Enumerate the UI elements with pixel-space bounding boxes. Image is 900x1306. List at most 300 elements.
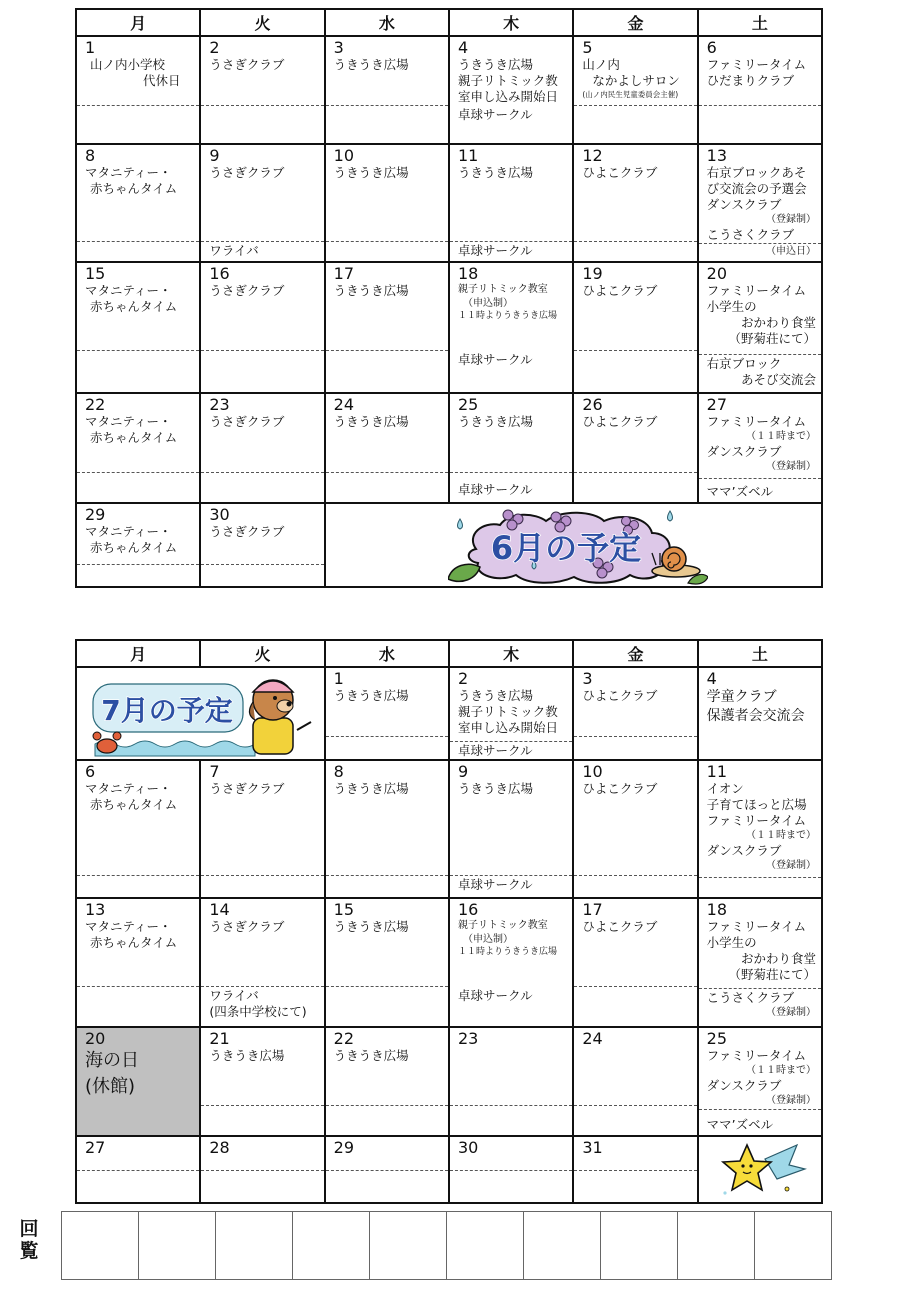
day-number: 11 [457,146,479,165]
day-cell [573,1136,697,1203]
event: 小学生の [706,935,757,950]
day-number: 4 [706,669,717,688]
day-number: 6 [706,38,717,57]
day-number: 17 [333,264,355,283]
event: ひよこクラブ [582,414,658,429]
event: ひよこクラブ [582,781,658,796]
event-note: （１１時まで） [746,431,816,442]
day-cell [698,262,822,393]
day-cell [200,898,324,1027]
day-number: 7 [209,762,220,781]
holiday-label: (休館) [85,1076,136,1097]
day-bottom [201,564,323,586]
day-number: 8 [333,762,344,781]
holiday-label: 海の日 [85,1050,139,1071]
event: ママ’ズベル [706,484,774,499]
weekday-fri: 金 [573,9,697,36]
event: 右京ブロックあそ [706,165,807,180]
day-cell [325,1136,449,1203]
day-bottom [574,241,696,261]
event: 赤ちゃんタイム [90,540,178,555]
event: うきうき広場 [457,57,533,72]
event: 保護者会交流会 [706,708,805,724]
banner-title: 7月の予定 [101,694,233,727]
day-bottom [201,472,323,502]
day-cell [698,144,822,262]
event: イオン [706,781,744,796]
event-note: １１時よりうきうき広場 [457,947,557,957]
day-cell [76,36,200,144]
day-bottom [574,875,696,897]
day-number: 10 [582,762,603,781]
event: ファミリータイム [706,57,807,72]
day-number: 31 [582,1138,603,1157]
day-bottom [574,472,696,502]
event: こうさくクラブ [706,990,795,1005]
event: 学童クラブ [706,689,777,705]
event: 卓球サークル [457,743,533,758]
day-cell [325,393,449,503]
day-cell [325,144,449,262]
event: ダンスクラブ [706,197,782,212]
event: うきうき広場 [333,781,409,796]
day-number: 2 [209,38,220,57]
day-cell [76,503,200,587]
day-number: 29 [333,1138,355,1157]
day-number: 5 [582,38,593,57]
day-bottom [450,472,572,502]
event: ダンスクラブ [706,1078,782,1093]
day-bottom [201,350,323,392]
event: 親子リトミック教室 [457,284,548,295]
day-number: 6 [85,762,96,781]
star-cell [698,1136,822,1203]
event: ひだまりクラブ [706,73,795,88]
day-cell [200,393,324,503]
event: マタニティー・ [85,165,172,180]
day-number: 30 [209,505,230,524]
day-cell [76,144,200,262]
event: 赤ちゃんタイム [90,935,178,950]
day-bottom [574,105,696,143]
event: うきうき広場 [333,165,409,180]
day-number: 23 [457,1029,479,1048]
event: ファミリータイム [706,414,807,429]
day-number: 2 [457,669,469,688]
event: び交流会の予選会 [706,181,807,196]
event: マタニティー・ [85,524,172,539]
day-cell [76,760,200,898]
day-number: 3 [582,669,593,688]
day-cell [573,393,697,503]
day-bottom [77,875,199,897]
day-cell [76,898,200,1027]
june-banner-cell [325,503,822,587]
event: ひよこクラブ [582,688,658,703]
day-bottom [326,1105,448,1135]
weekday-mon: 月 [76,9,200,36]
day-bottom [77,105,199,143]
dog-icon [249,680,311,754]
event: うきうき広場 [209,1048,285,1063]
day-cell [449,144,573,262]
weekday-tue: 火 [200,9,324,36]
event: 室申し込み開始日 [457,720,558,735]
holiday-cell [76,1027,200,1136]
signature-box[interactable] [678,1212,755,1280]
signature-box[interactable] [216,1212,293,1280]
day-number: 1 [333,669,344,688]
day-cell [449,36,573,144]
weekday-header [76,9,822,36]
event: うさぎクラブ [209,524,285,539]
event: 赤ちゃんタイム [90,181,178,196]
day-bottom [574,1170,696,1202]
day-number: 30 [457,1138,479,1157]
event: うきうき広場 [333,57,409,72]
water-wave [95,741,255,756]
day-cell [200,760,324,898]
day-bottom [201,105,323,143]
event: ママ’ズベル [706,1117,774,1132]
signature-box[interactable] [293,1212,370,1280]
day-bottom [450,987,572,1026]
day-cell [449,1136,573,1203]
day-number: 10 [333,146,355,165]
event: マタニティー・ [85,781,172,796]
day-bottom [450,741,572,759]
event: こうさくクラブ [706,227,795,242]
day-number: 9 [209,146,220,165]
day-cell [698,393,822,503]
day-bottom [574,736,696,759]
week-row [76,898,822,1027]
week-row [76,144,822,262]
day-bottom [450,875,572,897]
event: なかよしサロン [592,73,680,88]
day-bottom [699,243,821,261]
day-number: 25 [706,1029,727,1048]
event: うきうき広場 [333,283,409,298]
day-number: 12 [582,146,603,165]
week-row [76,1136,822,1203]
weekday-mon: 月 [76,640,200,667]
day-bottom [77,564,199,586]
day-bottom [699,1109,821,1135]
day-bottom [77,1170,199,1202]
event: （野菊荘にて） [728,331,816,346]
event-note: (山ノ内民生児童委員会主催) [582,90,679,99]
day-cell [698,760,822,898]
day-cell [573,1027,697,1136]
event: うきうき広場 [333,688,409,703]
event: ワライバ [209,988,259,1003]
day-bottom [699,988,821,1026]
day-cell [200,262,324,393]
week-row [76,503,822,587]
event: おかわり食堂 [740,315,816,330]
day-number: 24 [333,395,355,414]
day-number: 22 [333,1029,355,1048]
event: マタニティー・ [85,283,172,298]
weekday-wed: 水 [325,9,449,36]
event: うきうき広場 [457,781,533,796]
day-bottom [77,986,199,1026]
event: うさぎクラブ [209,781,285,796]
day-bottom [574,1105,696,1135]
day-bottom [201,241,323,261]
day-number: 16 [209,264,230,283]
signature-box[interactable] [139,1212,216,1280]
day-number: 17 [582,900,603,919]
day-cell [449,393,573,503]
event-note: （申込日） [766,246,816,257]
day-bottom [699,877,821,897]
day-cell [698,667,822,760]
day-cell [76,1136,200,1203]
event: マタニティー・ [85,919,172,934]
event: うきうき広場 [333,414,409,429]
day-bottom [201,986,323,1026]
day-cell [573,898,697,1027]
day-number: 15 [333,900,355,919]
day-number: 22 [85,395,106,414]
event: 右京ブロック [706,356,782,371]
day-number: 16 [457,900,479,919]
day-bottom [574,986,696,1026]
weekday-sat: 土 [698,9,822,36]
event: 卓球サークル [457,243,533,258]
day-number: 15 [85,264,106,283]
event-note: １１時よりうきうき広場 [457,311,557,321]
day-cell [200,1136,324,1203]
day-cell [200,36,324,144]
event: 親子リトミック教 [457,73,558,88]
signature-box[interactable] [601,1212,678,1280]
event: うさぎクラブ [209,919,285,934]
signature-box[interactable] [62,1212,139,1280]
weekday-thu: 木 [449,640,573,667]
day-cell [573,262,697,393]
day-number: 4 [457,38,469,57]
event: 赤ちゃんタイム [90,797,178,812]
july-calendar [75,639,823,1204]
day-bottom [574,350,696,392]
day-bottom [201,1170,323,1202]
day-number: 11 [706,762,727,781]
day-number: 25 [457,395,479,414]
day-number: 13 [706,146,727,165]
event-note: （登録制） [766,461,816,472]
day-cell [449,667,573,760]
day-cell [325,898,449,1027]
event: ファミリータイム [706,1048,807,1063]
july-banner-cell [76,667,325,760]
event: ファミリータイム [706,283,807,298]
day-bottom [450,241,572,261]
day-number: 23 [209,395,230,414]
week-row [76,760,822,898]
event: 卓球サークル [457,107,533,122]
event-note: （申込制） [462,934,513,945]
event: ダンスクラブ [706,444,782,459]
day-bottom [77,350,199,392]
day-cell [573,144,697,262]
event: うさぎクラブ [209,283,285,298]
weekday-wed: 水 [325,640,449,667]
event-note: （申込制） [462,298,513,309]
day-bottom [326,986,448,1026]
day-cell [449,1027,573,1136]
event: おかわり食堂 [740,951,816,966]
event: うきうき広場 [333,919,409,934]
day-cell [449,898,573,1027]
day-number: 19 [582,264,603,283]
event: うさぎクラブ [209,414,285,429]
event: 山ノ内 [582,57,620,72]
event: 山ノ内小学校 [90,57,166,72]
shooting-star-icon [717,1139,807,1201]
day-cell [325,36,449,144]
event: 子育てほっと広場 [706,797,807,812]
day-number: 13 [85,900,106,919]
event: うきうき広場 [333,1048,409,1063]
day-number: 26 [582,395,603,414]
day-bottom [326,105,448,143]
event: マタニティー・ [85,414,172,429]
event: 赤ちゃんタイム [90,430,178,445]
day-number: 29 [85,505,106,524]
event-note: （１１時まで） [746,1065,816,1076]
signature-box[interactable] [370,1212,447,1280]
day-number: 20 [85,1029,106,1048]
day-cell [76,393,200,503]
day-number: 3 [333,38,344,57]
event: ひよこクラブ [582,165,658,180]
day-bottom [699,478,821,502]
event-note: （１１時まで） [746,830,816,841]
day-number: 27 [85,1138,106,1157]
event: (四条中学校にて) [209,1004,307,1019]
day-cell [325,262,449,393]
event: （野菊荘にて） [728,967,816,982]
day-cell [200,144,324,262]
day-number: 24 [582,1029,603,1048]
day-number: 1 [85,38,96,57]
day-bottom [326,472,448,502]
week-row [76,393,822,503]
signature-box[interactable] [447,1212,524,1280]
event-note: （登録制） [766,1007,816,1018]
day-number: 8 [85,146,96,165]
day-cell [698,36,822,144]
weekday-header [76,640,822,667]
week-row [76,1027,822,1136]
day-number: 21 [209,1029,230,1048]
event: 赤ちゃんタイム [90,299,178,314]
day-bottom [326,736,448,759]
event: 代休日 [143,73,181,88]
day-cell [325,667,449,760]
event: 小学生の [706,299,757,314]
day-number: 9 [457,762,469,781]
day-cell [76,262,200,393]
day-cell [200,1027,324,1136]
event: 室申し込み開始日 [457,89,558,104]
event: 卓球サークル [457,877,533,892]
day-cell [698,1027,822,1136]
day-number: 20 [706,264,727,283]
week-row [76,667,822,760]
signature-box[interactable] [524,1212,601,1280]
day-bottom [450,1170,572,1202]
day-bottom [326,350,448,392]
event-note: （登録制） [766,860,816,871]
day-cell [325,1027,449,1136]
day-bottom [450,106,572,143]
day-number: 18 [457,264,479,283]
day-bottom [450,1105,572,1135]
event: うきうき広場 [457,688,533,703]
kairan-label: 回覧 [19,1218,39,1262]
signature-box[interactable] [755,1212,832,1280]
event: 親子リトミック教室 [457,920,548,931]
event: ひよこクラブ [582,283,658,298]
june-banner [448,505,708,585]
day-bottom [699,105,821,143]
weekday-sat: 土 [698,640,822,667]
day-number: 18 [706,900,727,919]
event: うきうき広場 [457,165,533,180]
weekday-thu: 木 [449,9,573,36]
event: ファミリータイム [706,919,807,934]
day-bottom [326,1170,448,1202]
event-note: （登録制） [766,1095,816,1106]
day-cell [573,760,697,898]
day-bottom [450,351,572,392]
day-bottom [201,1105,323,1135]
event: 親子リトミック教 [457,704,558,719]
day-number: 14 [209,900,230,919]
day-bottom [699,354,821,392]
week-row [76,262,822,393]
july-banner [85,670,321,758]
event: あそび交流会 [740,372,816,387]
day-bottom [326,241,448,261]
event: うさぎクラブ [209,57,285,72]
day-number: 27 [706,395,727,414]
day-bottom [77,241,199,261]
event: ひよこクラブ [582,919,658,934]
day-cell [449,262,573,393]
day-cell [200,503,324,587]
event: うきうき広場 [457,414,533,429]
day-number: 28 [209,1138,230,1157]
day-cell [698,898,822,1027]
event: ファミリータイム [706,813,807,828]
day-cell [573,667,697,760]
event: ワライバ [209,243,259,258]
day-cell [573,36,697,144]
day-cell [325,760,449,898]
event: 卓球サークル [457,482,533,497]
weekday-fri: 金 [573,640,697,667]
weekday-tue: 火 [200,640,324,667]
event: 卓球サークル [457,988,533,1003]
day-bottom [326,875,448,897]
day-cell [449,760,573,898]
kairan-signature-grid [61,1211,832,1280]
